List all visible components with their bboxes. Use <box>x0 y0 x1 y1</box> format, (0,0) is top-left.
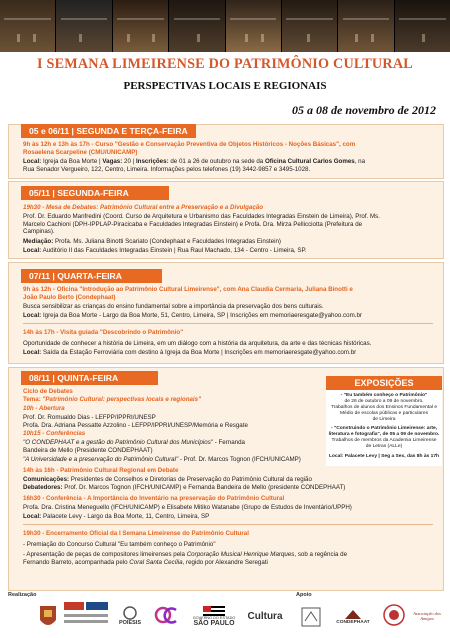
label-vagas: Vagas: <box>102 158 123 165</box>
condephaat-text: CONDEPHAAT <box>336 619 370 625</box>
building-photo <box>338 0 394 52</box>
cultura-logo <box>240 602 290 630</box>
text: Auditório II das Faculdades Integradas Einstein | Rua Raul Machado, 134 - Centro - Limeira, SP. <box>41 247 307 254</box>
cycle-title: Ciclo de Debates <box>23 388 73 395</box>
label-tema: Tema: <box>23 395 43 403</box>
label-local: Local: <box>23 158 42 165</box>
session-inventory: 16h30 - Conferência - A Importância do Inventário na preservação do Patrimônio Cultural <box>23 495 285 502</box>
divider <box>23 524 433 525</box>
day-tab: 07/11 | QUARTA-FEIRA <box>21 269 162 283</box>
apoio-label: Apoio <box>296 592 312 598</box>
theme-text: "Patrimônio Cultural: perspectivas locais e regionais" <box>42 395 202 403</box>
session-regional: 14h às 16h - Patrimônio Cultural Regional em Debate <box>23 467 179 474</box>
building-photo <box>226 0 282 52</box>
exhibition-location: Local: Palacete Levy | Seg a Sex, das 8h às 17h <box>328 454 440 459</box>
realizacao-label: Realização <box>8 592 37 598</box>
text: Prof. Dr. Marcos Tognon (IFCH/UNICAMP) e Fernanda Bandeira de Mello (presidente CONDEPHAAT) <box>62 484 346 491</box>
event-title: I SEMANA LIMEIRENSE DO PATRIMÔNIO CULTURAL <box>37 56 413 72</box>
cultura-text: Cultura <box>247 610 283 622</box>
ippri-icon <box>64 600 110 632</box>
text: - Fernanda <box>212 439 245 446</box>
debate-title: 19h30 - Mesa de Debates: Patrimônio Cultural entre a Preservação e a Divulgação <box>23 204 264 211</box>
ippri-unesp-logo <box>64 600 110 632</box>
condephaat-logo <box>330 602 376 630</box>
sponsor-logos <box>0 592 450 638</box>
seal-icon <box>383 601 405 629</box>
location <box>23 513 433 521</box>
choir-name: Coral Santa Cecília <box>129 559 183 566</box>
text: , regido por Alexandre Seregati <box>182 559 268 566</box>
debaters <box>23 484 433 492</box>
label-mediacao: Mediação: <box>23 238 54 245</box>
city-crest-logo <box>38 602 58 632</box>
workshop-description: Busca sensibilizar as crianças do ensino fundamental sobre a importância da preservação dos bens culturais. <box>23 303 324 310</box>
text: de 01 a 26 de outubro na sede da <box>168 158 265 165</box>
text: Igreja da Boa Morte | <box>41 158 103 165</box>
sp-flag-icon <box>203 606 225 616</box>
text: Palacete Levy - Largo da Boa Morte, 11, Centro, Limeira, SP <box>41 513 210 520</box>
exhibition-title: - "Eu também conheço o Patrimônio" <box>340 393 428 398</box>
crest-icon <box>38 602 58 632</box>
exhibition-text: de Limeira <box>372 417 396 422</box>
debate-location <box>23 247 433 255</box>
label-inscricoes: Inscrições: <box>135 158 169 165</box>
label-local: Local: <box>23 247 42 254</box>
mediator <box>23 238 433 246</box>
speakers: Prof. Dr. Eduardo Manfredini (Coord. Curso de Arquitetura e Urbanismo das Faculdades Integradas Einstein de Limeira), Prof. Ms. <box>23 213 380 220</box>
diretoria-logo <box>296 604 326 630</box>
text: Saída da Estação Ferroviária com destino à Igreja da Boa Morte | Inscrições em memoriaeresgate@yahoo.com.br <box>41 349 357 356</box>
oc-logo <box>152 600 180 632</box>
speaker: Bandeira de Mello (Presidente CONDEPHAAT) <box>23 446 153 454</box>
exhibition-text: Trabalhos de alunos dos Ensinos Fundamental e <box>330 405 438 410</box>
label-local: Local: <box>23 349 42 356</box>
venue-name: Oficina Cultural Carlos Gomes <box>264 158 355 165</box>
building-photo <box>282 0 338 52</box>
associacao-text: Associação dos Amigos <box>413 611 441 621</box>
associacao-logo <box>408 602 446 630</box>
poiesis-text: POIESIS <box>118 620 141 626</box>
seal-logo <box>382 600 406 630</box>
speaker: Profa. Dra. Adriana Pessatte Azzolino - LEFPP/IPPRI/UNESP/Memória e Resgate <box>23 421 248 429</box>
course-location <box>23 158 433 166</box>
event-subtitle: PERSPECTIVAS LOCAIS E REGIONAIS <box>123 80 327 92</box>
closing-title: 19h30 - Encerramento Oficial da I Semana Limeirense do Patrimônio Cultural <box>23 530 249 537</box>
exhibition-title: - "Construindo o Patrimônio Limeirense: arte, <box>330 426 438 431</box>
course-title: 9h às 12h e 13h às 17h - Curso "Gestão e Conservação Preventiva de Objetos Históricos - Noções Básicas", com <box>23 141 356 148</box>
exhibitions-heading: EXPOSIÇÕES <box>326 376 442 390</box>
poiesis-icon <box>120 606 140 620</box>
building-photo <box>0 0 56 52</box>
workshop-location <box>23 312 433 320</box>
exhibition-text: de Letras (ALLe) <box>365 444 403 449</box>
course-contact: Rua Senador Vergueiro, 122, Centro, Limeira. Informações pelos telefones (19) 3442-9857 e 3495-1028. <box>23 166 311 173</box>
workshop-title: 9h às 12h - Oficina "Introdução ao Patrimônio Cultural Limeirense", com Ana Claudia Cermaria, Juliana Binotti e <box>23 286 353 293</box>
closing-item: - Premiação do Concurso Cultural "Eu também conheço o Patrimônio" <box>23 541 216 548</box>
speakers: Campinas). <box>23 228 55 236</box>
conference <box>23 456 323 464</box>
exhibition-dates: literatura e fotografia", de 05 a 09 de novembro. <box>328 432 440 437</box>
exhibition-text: Trabalhos de membros da Academia Limeirense <box>331 438 437 443</box>
conference-title: "O CONDEPHAAT e a gestão do Patrimônio Cultural dos Municípios" <box>23 439 213 446</box>
oc-icon <box>154 603 178 629</box>
conference-title: "A Universidade e a preservação do Patrimônio Cultural" <box>23 456 179 463</box>
building-photo <box>113 0 169 52</box>
event-dates: 05 a 08 de novembro de 2012 <box>292 103 436 117</box>
closing-item <box>23 551 433 559</box>
saopaulo-text: SÃO PAULO <box>193 619 235 627</box>
schedule-panel-day1 <box>8 124 444 179</box>
diretoria-icon <box>300 606 322 628</box>
exhibition-text: Médio de escolas públicas e particulares <box>339 411 429 416</box>
governo-sp-logo <box>190 600 238 632</box>
session-conferences: 10h15 - Conferências <box>23 430 86 437</box>
day-tab: 05 e 06/11 | SEGUNDA E TERÇA-FEIRA <box>21 124 196 138</box>
exhibition-dates: de 26 de outubro a 09 de novembro. <box>344 399 424 404</box>
day-tab: 08/11 | QUINTA-FEIRA <box>21 371 158 385</box>
text: , na <box>354 158 366 165</box>
building-photo <box>395 0 450 52</box>
text: Profa. Ms. Juliana Binotti Scariato (Condephaat e Faculdades Integradas Einstein) <box>53 238 281 245</box>
text: , sob a regência de <box>294 551 348 558</box>
building-photo <box>56 0 112 52</box>
poiesis-logo <box>112 602 148 630</box>
session-opening: 10h - Abertura <box>23 405 65 412</box>
text: - Prof. Dr. Marcos Tognon (IFCH/UNICAMP) <box>178 456 301 463</box>
text: Fernando Barreto, acompanhada pelo <box>23 559 130 566</box>
text: Presidentes de Conselhos e Diretorias de Preservação do Patrimônio Cultural da região <box>69 475 312 483</box>
text: Igreja da Boa Morte - Largo da Boa Morte, 51, Centro, Limeira, SP | Inscrições em memoriaeresgate@yahoo.com.br <box>41 312 362 319</box>
divider <box>23 323 433 324</box>
text: - Apresentação de peças de compositores limeirenses pela <box>23 551 187 558</box>
speakers: Profa. Dra. Cristina Meneguello (IFCH/UNICAMP) e Elisabete Mitiko Watanabe (Grupo de Estudos de Inventário/UPPH) <box>23 504 352 511</box>
workshop-instructors: João Paulo Berto (Condephaat) <box>23 293 116 301</box>
label-comunicacoes: Comunicações: <box>23 475 70 483</box>
closing-item <box>23 559 433 567</box>
conference <box>23 439 323 447</box>
speakers: Marcelo Cachioni (DPH-IPPLAP-Piracicaba e Faculdades Integradas Einstein) e Profa. Dra. Mirza Pellicciotta (Prefeitura de <box>23 220 363 228</box>
tour-location <box>23 349 433 357</box>
label-local: Local: <box>23 312 42 319</box>
label-local: Local: <box>23 513 42 520</box>
course-instructor: Rosaelena Scarpeline (CMU/UNICAMP) <box>23 148 138 156</box>
speaker: Prof. Dr. Romualdo Dias - LEFPP/IPPRI/UNESP <box>23 414 156 421</box>
band-name: Corporação Musical Henrique Marques <box>186 551 295 558</box>
cycle-theme <box>23 396 323 404</box>
tour-description: Oportunidade de conhecer a história de Limeira, em um diálogo com a história da arquitetura, da arte e das técnicas históricas. <box>23 340 372 347</box>
governo-text: GOVERNO DO ESTADO <box>192 615 236 620</box>
day-tab: 05/11 | SEGUNDA-FEIRA <box>21 186 169 200</box>
building-photo <box>169 0 225 52</box>
text: 20 | <box>122 158 136 165</box>
schedule-panel-day3 <box>8 262 444 364</box>
header-photo-strip <box>0 0 450 52</box>
exhibitions-box <box>326 376 442 466</box>
condephaat-icon <box>344 608 362 620</box>
schedule-panel-day2 <box>8 181 444 259</box>
tour-title: 14h às 17h - Visita guiada "Descobrindo o Patrimônio" <box>23 329 184 336</box>
communications <box>23 476 433 484</box>
label-debatedores: Debatedores: <box>23 484 63 491</box>
